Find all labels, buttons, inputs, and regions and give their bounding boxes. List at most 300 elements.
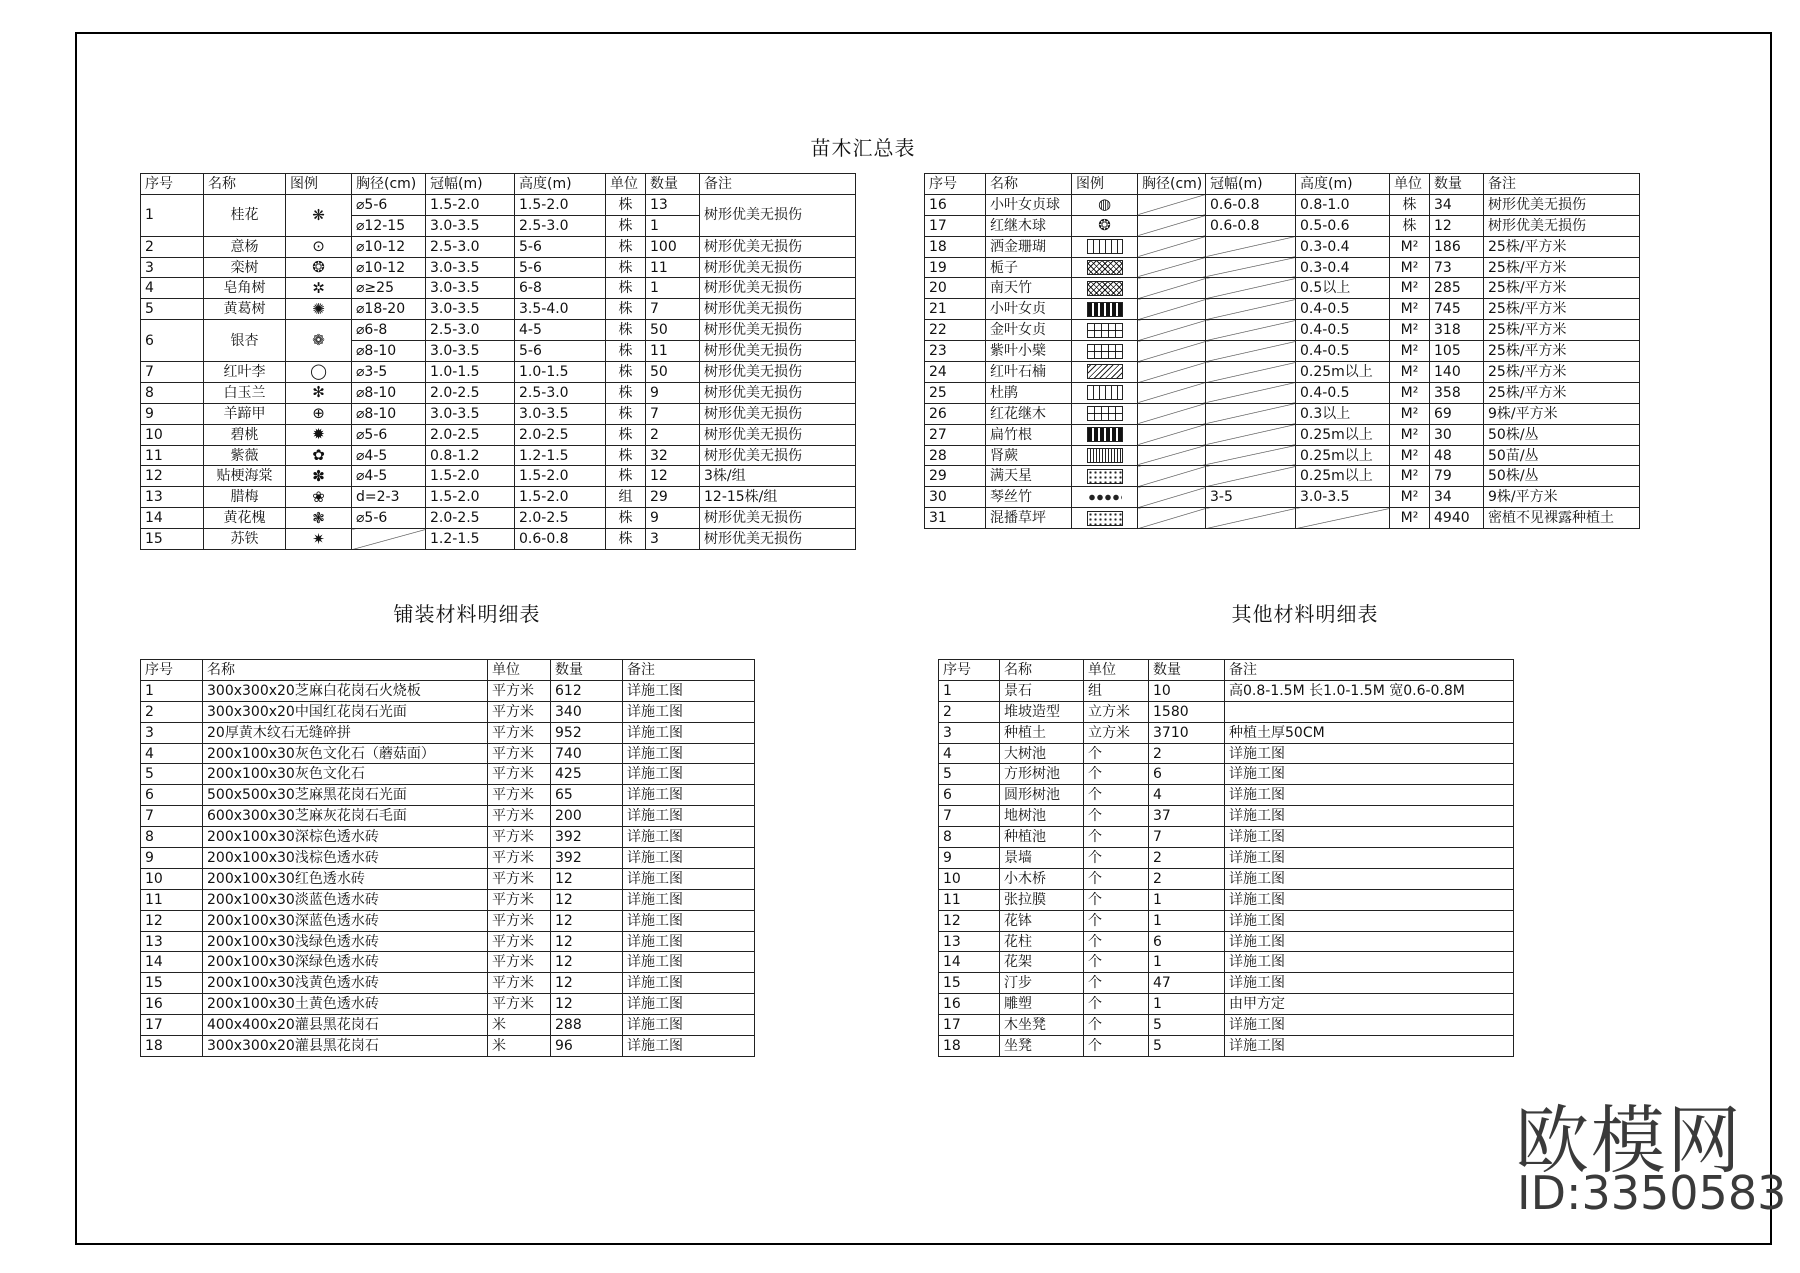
legend-cell xyxy=(286,278,352,299)
table-row xyxy=(141,722,755,743)
name-cell: 种植池 xyxy=(1000,827,1084,848)
number-cell: 10 xyxy=(141,868,203,889)
name-cell: 坐凳 xyxy=(1000,1036,1084,1057)
unit-cell: 个 xyxy=(1084,743,1149,764)
quantity-cell: 100 xyxy=(646,236,700,257)
bamboo-icon xyxy=(1088,491,1122,504)
number-cell: 1 xyxy=(939,680,1000,701)
crown-cell xyxy=(1206,403,1296,424)
height-cell: 2.0-2.5 xyxy=(515,508,606,529)
note-cell: 高0.8-1.5M 长1.0-1.5M 宽0.6-0.8M xyxy=(1225,680,1514,701)
dbh-cell xyxy=(1138,508,1206,529)
number-cell: 16 xyxy=(141,994,203,1015)
crown-cell: 3.0-3.5 xyxy=(426,403,515,424)
sophora-icon: ❃ xyxy=(312,508,325,527)
quantity-cell: 2 xyxy=(1149,848,1225,869)
table-row xyxy=(141,910,755,931)
height-cell: 0.25m以上 xyxy=(1296,362,1390,383)
unit-cell: 平方米 xyxy=(488,973,551,994)
number-cell: 9 xyxy=(141,403,204,424)
crown-cell: 2.5-3.0 xyxy=(426,236,515,257)
table-row xyxy=(141,848,755,869)
name-cell: 紫叶小檗 xyxy=(986,341,1072,362)
note-cell: 由甲方定 xyxy=(1225,994,1514,1015)
unit-cell: 平方米 xyxy=(488,910,551,931)
name-cell: 洒金珊瑚 xyxy=(986,236,1072,257)
unit-cell: M² xyxy=(1390,382,1430,403)
name-cell: 雕塑 xyxy=(1000,994,1084,1015)
column-header: 单位 xyxy=(606,174,646,195)
note-cell: 树形优美无损伤 xyxy=(700,236,856,257)
number-cell: 2 xyxy=(141,701,203,722)
number-cell: 3 xyxy=(141,722,203,743)
name-cell: 景石 xyxy=(1000,680,1084,701)
height-cell: 0.4-0.5 xyxy=(1296,320,1390,341)
number-cell: 17 xyxy=(939,1015,1000,1036)
nursery-summary-table xyxy=(140,173,856,550)
unit-cell: 平方米 xyxy=(488,764,551,785)
quantity-cell: 11 xyxy=(646,257,700,278)
note-cell: 树形优美无损伤 xyxy=(700,508,856,529)
number-cell: 10 xyxy=(141,424,204,445)
number-cell: 17 xyxy=(141,1015,203,1036)
column-header: 序号 xyxy=(939,660,1000,681)
crown-cell: 1.0-1.5 xyxy=(426,362,515,383)
unit-cell: 株 xyxy=(606,278,646,299)
table-row xyxy=(925,236,1640,257)
other-table-title: 其他材料明细表 xyxy=(1231,602,1379,626)
note-cell: 详施工图 xyxy=(623,868,755,889)
grid-icon xyxy=(1087,344,1123,359)
number-cell: 27 xyxy=(925,424,986,445)
legend-cell xyxy=(1072,424,1138,445)
table-row xyxy=(141,868,755,889)
note-cell: 详施工图 xyxy=(1225,931,1514,952)
name-cell: 景墙 xyxy=(1000,848,1084,869)
quantity-cell: 11 xyxy=(646,341,700,362)
note-cell: 详施工图 xyxy=(623,973,755,994)
crown-cell: 1.5-2.0 xyxy=(426,194,515,215)
note-cell: 树形优美无损伤 xyxy=(700,424,856,445)
table-row xyxy=(141,403,856,424)
unit-cell: 株 xyxy=(606,445,646,466)
unit-cell: 个 xyxy=(1084,994,1149,1015)
name-cell: 红叶李 xyxy=(204,362,286,383)
column-header: 冠幅(m) xyxy=(426,174,515,195)
column-header: 胸径(cm) xyxy=(1138,174,1206,195)
quantity-cell: 7 xyxy=(1149,827,1225,848)
quantity-cell: 73 xyxy=(1430,257,1484,278)
quantity-cell: 105 xyxy=(1430,341,1484,362)
crown-cell: 1.2-1.5 xyxy=(426,529,515,550)
legend-cell xyxy=(1072,215,1138,236)
quantity-cell: 50 xyxy=(646,320,700,341)
dbh-cell: ⌀3-5 xyxy=(352,362,426,383)
column-header: 胸径(cm) xyxy=(352,174,426,195)
number-cell: 19 xyxy=(925,257,986,278)
shrub-summary-table xyxy=(924,173,1640,529)
name-cell: 种植土 xyxy=(1000,722,1084,743)
dbh-cell: ⌀8-10 xyxy=(352,341,426,362)
number-cell: 6 xyxy=(141,320,204,362)
crown-cell xyxy=(1206,445,1296,466)
note-cell: 详施工图 xyxy=(1225,1036,1514,1057)
name-cell: 白玉兰 xyxy=(204,382,286,403)
note-cell: 密植不见裸露种植土 xyxy=(1484,508,1640,529)
column-header: 备注 xyxy=(1225,660,1514,681)
legend-cell xyxy=(286,508,352,529)
name-cell: 满天星 xyxy=(986,466,1072,487)
note-cell: 9株/平方米 xyxy=(1484,487,1640,508)
quantity-cell: 12 xyxy=(551,910,623,931)
dbh-cell: ⌀≥25 xyxy=(352,278,426,299)
quantity-cell: 34 xyxy=(1430,194,1484,215)
unit-cell: 个 xyxy=(1084,1036,1149,1057)
height-cell: 0.25m以上 xyxy=(1296,445,1390,466)
unit-cell: 株 xyxy=(606,529,646,550)
name-cell: 500x500x30芝麻黑花岗石光面 xyxy=(203,785,488,806)
name-cell: 圆形树池 xyxy=(1000,785,1084,806)
legend-cell xyxy=(286,257,352,278)
name-cell: 栀子 xyxy=(986,257,1072,278)
note-cell: 详施工图 xyxy=(623,806,755,827)
unit-cell: 平方米 xyxy=(488,680,551,701)
unit-cell: 平方米 xyxy=(488,848,551,869)
note-cell: 25株/平方米 xyxy=(1484,341,1640,362)
note-cell: 详施工图 xyxy=(1225,806,1514,827)
quantity-cell: 5 xyxy=(1149,1015,1225,1036)
legend-cell xyxy=(1072,341,1138,362)
quantity-cell: 79 xyxy=(1430,466,1484,487)
column-header: 名称 xyxy=(1000,660,1084,681)
ficus-icon: ✺ xyxy=(312,299,325,318)
column-header: 高度(m) xyxy=(1296,174,1390,195)
crown-cell: 1.5-2.0 xyxy=(426,466,515,487)
table-row xyxy=(939,1015,1514,1036)
table-row xyxy=(141,257,856,278)
note-cell: 树形优美无损伤 xyxy=(700,445,856,466)
unit-cell: 个 xyxy=(1084,910,1149,931)
note-cell: 详施工图 xyxy=(1225,910,1514,931)
header-row xyxy=(141,174,856,195)
column-header: 单位 xyxy=(488,660,551,681)
name-cell: 200x100x30浅绿色透水砖 xyxy=(203,931,488,952)
dbh-cell xyxy=(1138,362,1206,383)
unit-cell: 株 xyxy=(606,215,646,236)
ball2-icon: ❂ xyxy=(1098,216,1111,235)
height-cell: 5-6 xyxy=(515,341,606,362)
legend-cell xyxy=(1072,362,1138,383)
ball-icon: ◍ xyxy=(1097,195,1112,214)
note-cell: 详施工图 xyxy=(1225,868,1514,889)
table-row xyxy=(141,236,856,257)
name-cell: 木坐凳 xyxy=(1000,1015,1084,1036)
name-cell: 南天竹 xyxy=(986,278,1072,299)
height-cell: 3.0-3.5 xyxy=(1296,487,1390,508)
crown-cell: 3.0-3.5 xyxy=(426,257,515,278)
name-cell: 300x300x20灌县黑花岗石 xyxy=(203,1036,488,1057)
unit-cell: 立方米 xyxy=(1084,701,1149,722)
table-row xyxy=(141,994,755,1015)
note-cell xyxy=(1225,701,1514,722)
paving-table-title: 铺装材料明细表 xyxy=(393,602,541,626)
crown-cell xyxy=(1206,382,1296,403)
number-cell: 8 xyxy=(141,382,204,403)
note-cell: 25株/平方米 xyxy=(1484,299,1640,320)
note-cell: 详施工图 xyxy=(623,848,755,869)
column-header: 序号 xyxy=(141,174,204,195)
crown-cell: 2.5-3.0 xyxy=(426,320,515,341)
height-cell: 6-8 xyxy=(515,278,606,299)
name-cell: 意杨 xyxy=(204,236,286,257)
grid-icon xyxy=(1087,406,1123,421)
number-cell: 30 xyxy=(925,487,986,508)
unit-cell: M² xyxy=(1390,320,1430,341)
cycad-icon: ✷ xyxy=(312,529,325,548)
dbh-cell xyxy=(1138,403,1206,424)
column-header: 图例 xyxy=(286,174,352,195)
number-cell: 3 xyxy=(939,722,1000,743)
name-cell: 贴梗海棠 xyxy=(204,466,286,487)
note-cell: 树形优美无损伤 xyxy=(1484,194,1640,215)
note-cell: 50苗/丛 xyxy=(1484,445,1640,466)
quantity-cell: 1 xyxy=(646,215,700,236)
height-cell: 2.0-2.5 xyxy=(515,424,606,445)
table-row xyxy=(939,952,1514,973)
dbh-cell: ⌀5-6 xyxy=(352,424,426,445)
unit-cell: M² xyxy=(1390,299,1430,320)
legend-cell xyxy=(1072,382,1138,403)
name-cell: 栾树 xyxy=(204,257,286,278)
table-row xyxy=(141,785,755,806)
table-row xyxy=(925,445,1640,466)
column-header: 冠幅(m) xyxy=(1206,174,1296,195)
table-row xyxy=(925,487,1640,508)
number-cell: 14 xyxy=(939,952,1000,973)
number-cell: 29 xyxy=(925,466,986,487)
brick-icon xyxy=(1087,239,1123,254)
note-cell: 详施工图 xyxy=(623,722,755,743)
legend-cell xyxy=(1072,194,1138,215)
number-cell: 5 xyxy=(939,764,1000,785)
quantity-cell: 7 xyxy=(646,299,700,320)
dark-icon xyxy=(1087,427,1123,442)
header-row xyxy=(939,660,1514,681)
name-cell: 200x100x30灰色文化石（蘑菇面） xyxy=(203,743,488,764)
legend-cell xyxy=(286,424,352,445)
unit-cell: 株 xyxy=(606,299,646,320)
legend-cell xyxy=(286,529,352,550)
note-cell: 详施工图 xyxy=(1225,848,1514,869)
crown-cell xyxy=(1206,466,1296,487)
height-cell: 0.4-0.5 xyxy=(1296,382,1390,403)
quantity-cell: 186 xyxy=(1430,236,1484,257)
quantity-cell: 200 xyxy=(551,806,623,827)
unit-cell: 平方米 xyxy=(488,722,551,743)
grid-icon xyxy=(1087,323,1123,338)
quantity-cell: 48 xyxy=(1430,445,1484,466)
table-row xyxy=(925,215,1640,236)
note-cell: 详施工图 xyxy=(623,952,755,973)
dbh-cell xyxy=(1138,445,1206,466)
quantity-cell: 358 xyxy=(1430,382,1484,403)
table-row xyxy=(939,910,1514,931)
note-cell: 25株/平方米 xyxy=(1484,278,1640,299)
dbh-cell: ⌀5-6 xyxy=(352,508,426,529)
osmanthus-icon: ❋ xyxy=(312,205,325,224)
column-header: 名称 xyxy=(204,174,286,195)
table-row xyxy=(939,848,1514,869)
note-cell: 树形优美无损伤 xyxy=(700,278,856,299)
name-cell: 金叶女贞 xyxy=(986,320,1072,341)
unit-cell: 个 xyxy=(1084,931,1149,952)
quantity-cell: 29 xyxy=(646,487,700,508)
crown-cell xyxy=(1206,257,1296,278)
crown-cell xyxy=(1206,341,1296,362)
number-cell: 4 xyxy=(939,743,1000,764)
height-cell: 0.3-0.4 xyxy=(1296,236,1390,257)
legend-cell xyxy=(1072,257,1138,278)
note-cell: 25株/平方米 xyxy=(1484,382,1640,403)
unit-cell: 个 xyxy=(1084,785,1149,806)
unit-cell: 平方米 xyxy=(488,743,551,764)
number-cell: 9 xyxy=(939,848,1000,869)
quantity-cell: 7 xyxy=(646,403,700,424)
unit-cell: M² xyxy=(1390,487,1430,508)
column-header: 单位 xyxy=(1084,660,1149,681)
note-cell: 25株/平方米 xyxy=(1484,320,1640,341)
crown-cell: 3.0-3.5 xyxy=(426,278,515,299)
watermark-id: ID:3350583 xyxy=(1517,1166,1787,1220)
unit-cell: 米 xyxy=(488,1036,551,1057)
note-cell: 树形优美无损伤 xyxy=(700,257,856,278)
column-header: 备注 xyxy=(700,174,856,195)
height-cell: 0.4-0.5 xyxy=(1296,341,1390,362)
poplar-icon: ⊙ xyxy=(312,237,325,256)
unit-cell: 组 xyxy=(606,487,646,508)
note-cell: 详施工图 xyxy=(1225,952,1514,973)
peach-icon: ✹ xyxy=(312,425,325,444)
table-row xyxy=(141,764,755,785)
number-cell: 12 xyxy=(141,910,203,931)
number-cell: 7 xyxy=(141,362,204,383)
number-cell: 24 xyxy=(925,362,986,383)
unit-cell: 株 xyxy=(606,236,646,257)
note-cell: 详施工图 xyxy=(623,764,755,785)
unit-cell: M² xyxy=(1390,508,1430,529)
quantity-cell: 1 xyxy=(646,278,700,299)
unit-cell: 个 xyxy=(1084,973,1149,994)
number-cell: 15 xyxy=(939,973,1000,994)
column-header: 图例 xyxy=(1072,174,1138,195)
number-cell: 15 xyxy=(141,529,204,550)
number-cell: 5 xyxy=(141,299,204,320)
dbh-cell: ⌀10-12 xyxy=(352,257,426,278)
honeylocust-icon: ✲ xyxy=(312,278,325,297)
unit-cell: 株 xyxy=(606,320,646,341)
table-row xyxy=(925,424,1640,445)
name-cell: 苏铁 xyxy=(204,529,286,550)
crown-cell: 3.0-3.5 xyxy=(426,341,515,362)
table-row xyxy=(925,362,1640,383)
note-cell: 详施工图 xyxy=(623,701,755,722)
dbh-cell xyxy=(1138,215,1206,236)
height-cell: 0.8-1.0 xyxy=(1296,194,1390,215)
note-cell: 50株/丛 xyxy=(1484,466,1640,487)
name-cell: 混播草坪 xyxy=(986,508,1072,529)
dbh-cell: ⌀4-5 xyxy=(352,445,426,466)
name-cell: 碧桃 xyxy=(204,424,286,445)
legend-cell xyxy=(1072,299,1138,320)
table-row xyxy=(141,806,755,827)
number-cell: 16 xyxy=(939,994,1000,1015)
number-cell: 15 xyxy=(141,973,203,994)
quantity-cell: 96 xyxy=(551,1036,623,1057)
height-cell: 1.2-1.5 xyxy=(515,445,606,466)
note-cell: 25株/平方米 xyxy=(1484,362,1640,383)
name-cell: 200x100x30灰色文化石 xyxy=(203,764,488,785)
table-row xyxy=(925,320,1640,341)
name-cell: 200x100x30浅棕色透水砖 xyxy=(203,848,488,869)
name-cell: 羊蹄甲 xyxy=(204,403,286,424)
note-cell: 树形优美无损伤 xyxy=(700,299,856,320)
crown-cell: 0.6-0.8 xyxy=(1206,215,1296,236)
note-cell: 25株/平方米 xyxy=(1484,257,1640,278)
unit-cell: 株 xyxy=(606,194,646,215)
quantity-cell: 6 xyxy=(1149,931,1225,952)
note-cell: 详施工图 xyxy=(623,889,755,910)
number-cell: 8 xyxy=(939,827,1000,848)
column-header: 数量 xyxy=(1430,174,1484,195)
note-cell: 树形优美无损伤 xyxy=(700,529,856,550)
quantity-cell: 340 xyxy=(551,701,623,722)
unit-cell: 个 xyxy=(1084,827,1149,848)
number-cell: 1 xyxy=(141,680,203,701)
quantity-cell: 6 xyxy=(1149,764,1225,785)
dbh-cell: ⌀6-8 xyxy=(352,320,426,341)
table-row xyxy=(141,445,856,466)
quantity-cell: 34 xyxy=(1430,487,1484,508)
dbh-cell xyxy=(352,529,426,550)
crown-cell: 3.0-3.5 xyxy=(426,215,515,236)
crapemyrtle-icon: ✿ xyxy=(312,446,325,465)
name-cell: 桂花 xyxy=(204,194,286,236)
name-cell: 杜鹃 xyxy=(986,382,1072,403)
number-cell: 11 xyxy=(141,445,204,466)
table-row xyxy=(939,680,1514,701)
crown-cell: 2.0-2.5 xyxy=(426,424,515,445)
table-row xyxy=(939,994,1514,1015)
height-cell xyxy=(1296,508,1390,529)
height-cell: 1.5-2.0 xyxy=(515,487,606,508)
quantity-cell: 9 xyxy=(646,508,700,529)
legend-cell xyxy=(286,487,352,508)
table-row xyxy=(141,487,856,508)
note-cell: 树形优美无损伤 xyxy=(700,194,856,236)
dbh-cell xyxy=(1138,424,1206,445)
quantity-cell: 1 xyxy=(1149,910,1225,931)
number-cell: 26 xyxy=(925,403,986,424)
cross-icon xyxy=(1087,260,1123,275)
name-cell: 花柱 xyxy=(1000,931,1084,952)
height-cell: 5-6 xyxy=(515,236,606,257)
number-cell: 17 xyxy=(925,215,986,236)
wintersweet-icon: ❀ xyxy=(312,487,325,506)
dots-icon xyxy=(1087,511,1123,526)
table-row xyxy=(925,382,1640,403)
unit-cell: 个 xyxy=(1084,764,1149,785)
quantity-cell: 65 xyxy=(551,785,623,806)
